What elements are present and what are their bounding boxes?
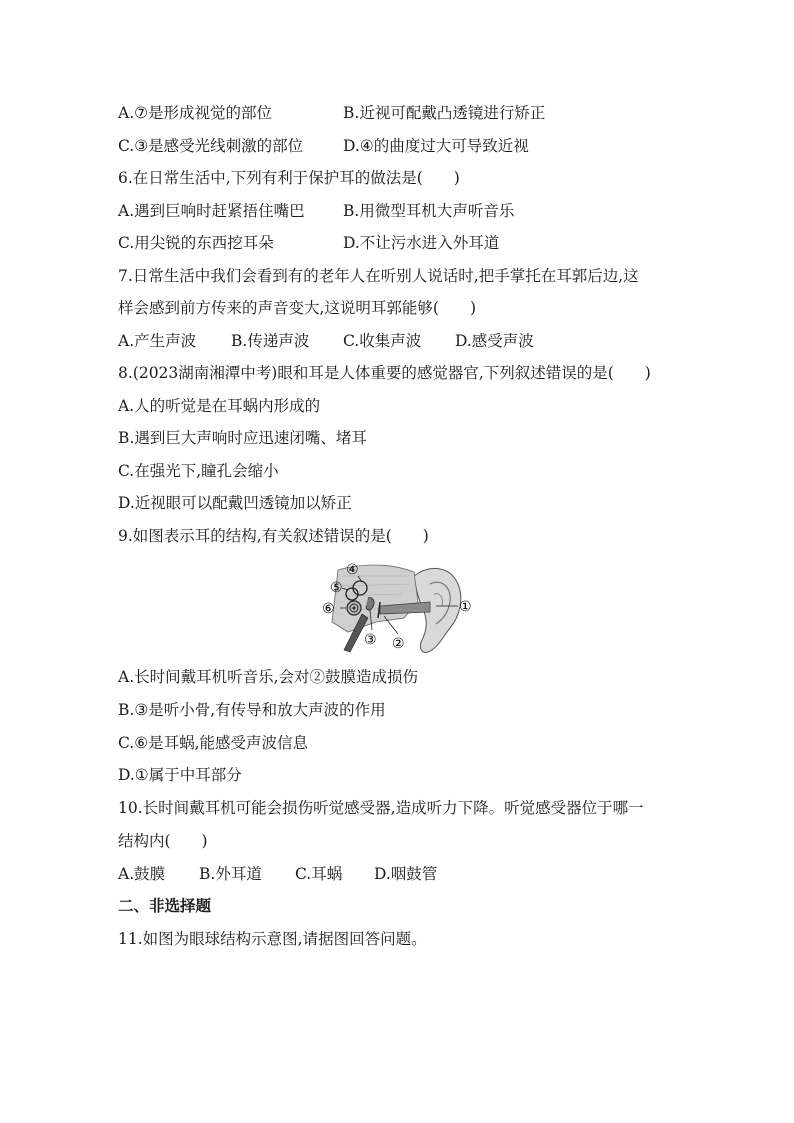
q8-stem: 8.(2023湖南湘潭中考)眼和耳是人体重要的感觉器官,下列叙述错误的是( )	[118, 364, 651, 382]
q7-stem-line1: 7.日常生活中我们会看到有的老年人在听别人说话时,把手掌托在耳郭后边,这	[118, 267, 639, 285]
figure-label-2: ②	[392, 636, 405, 652]
q6-option-c: C.用尖锐的东西挖耳朵	[118, 234, 274, 252]
q9-option-d: D.①属于中耳部分	[118, 766, 242, 784]
q7-option-b: B.传递声波	[231, 332, 310, 350]
q9-option-c: C.⑥是耳蜗,能感受声波信息	[118, 734, 309, 752]
q6-option-d: D.不让污水进入外耳道	[343, 234, 500, 252]
q6-option-b: B.用微型耳机大声听音乐	[343, 202, 515, 220]
figure-label-5: ⑤	[330, 580, 343, 596]
q11-stem: 11.如图为眼球结构示意图,请据图回答问题。	[118, 930, 427, 948]
q10-stem-line2: 结构内( )	[118, 832, 208, 850]
figure-label-3: ③	[364, 632, 377, 648]
ear-structure-figure	[318, 562, 478, 656]
section-title: 二、非选择题	[118, 896, 212, 915]
q5-option-b: B.近视可配戴凸透镜进行矫正	[343, 104, 546, 122]
q7-stem-line2: 样会感到前方传来的声音变大,这说明耳郭能够( )	[118, 299, 477, 317]
q10-stem-line1: 10.长时间戴耳机可能会损伤听觉感受器,造成听力下降。听觉感受器位于哪一	[118, 799, 644, 817]
q7-option-d: D.感受声波	[455, 332, 534, 350]
q10-option-b: B.外耳道	[199, 865, 262, 883]
q5-option-a: A.⑦是形成视觉的部位	[118, 104, 273, 122]
q10-option-c: C.耳蜗	[295, 865, 343, 883]
q9-option-a: A.长时间戴耳机听音乐,会对②鼓膜造成损伤	[118, 668, 419, 686]
figure-label-4: ④	[346, 562, 359, 578]
q7-option-a: A.产生声波	[118, 332, 197, 350]
q6-option-a: A.遇到巨响时赶紧捂住嘴巴	[118, 202, 305, 220]
q8-option-d: D.近视眼可以配戴凹透镜加以矫正	[118, 494, 352, 512]
figure-label-6: ⑥	[322, 601, 335, 617]
q9-option-b: B.③是听小骨,有传导和放大声波的作用	[118, 701, 386, 719]
q8-option-a: A.人的听觉是在耳蜗内形成的	[118, 397, 321, 415]
q9-stem: 9.如图表示耳的结构,有关叙述错误的是( )	[118, 527, 429, 545]
figure-label-1: ①	[459, 599, 472, 615]
q7-option-c: C.收集声波	[343, 332, 422, 350]
q8-option-b: B.遇到巨大声响时应迅速闭嘴、堵耳	[118, 429, 367, 447]
q6-stem: 6.在日常生活中,下列有利于保护耳的做法是( )	[118, 169, 460, 187]
q10-option-d: D.咽鼓管	[374, 865, 438, 883]
q8-option-c: C.在强光下,瞳孔会缩小	[118, 462, 279, 480]
q5-option-d: D.④的曲度过大可导致近视	[343, 137, 529, 155]
q5-option-c: C.③是感受光线刺激的部位	[118, 137, 304, 155]
q10-option-a: A.鼓膜	[118, 865, 166, 883]
